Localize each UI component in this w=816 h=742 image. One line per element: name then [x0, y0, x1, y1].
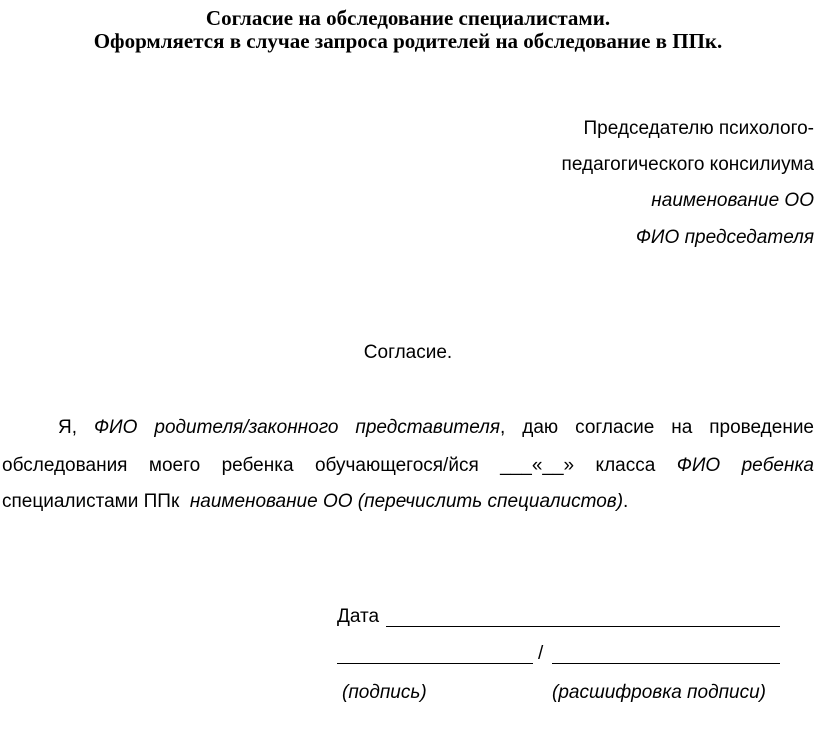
addressee-line1: Председателю психолого-	[583, 118, 814, 139]
body-period: .	[623, 491, 629, 512]
body-class-word: класса	[595, 455, 656, 476]
document-title-line2: Оформляется в случае запроса родителей на обследование в ППк.	[93, 29, 723, 53]
signature-line	[337, 663, 533, 664]
signature-caption: (подпись)	[342, 682, 427, 703]
decoding-line	[552, 663, 780, 664]
body-grade-blank: ___«__»	[500, 455, 575, 476]
body-parent-name: ФИО родителя/законного представителя	[93, 417, 501, 438]
date-label: Дата	[337, 606, 380, 627]
body-consent-text: , даю согласие на проведение	[500, 417, 814, 438]
body-line1	[2, 415, 814, 441]
date-line	[386, 626, 780, 627]
body-child-name: ФИО ребенка	[676, 455, 814, 476]
body-line3-text: специалистами ППк	[2, 491, 180, 512]
signature-separator: /	[538, 643, 544, 664]
body-line2-text: обследования моего ребенка обучающегося/йся	[2, 455, 479, 476]
addressee-line2: педагогического консилиума	[561, 154, 814, 175]
consent-heading: Согласие.	[363, 342, 453, 363]
addressee-chair-name: ФИО председателя	[635, 227, 814, 248]
decoding-caption: (расшифровка подписи)	[552, 682, 766, 703]
addressee-org-name: наименование ОО	[651, 190, 814, 211]
body-line2	[2, 453, 814, 479]
document-title-line1: Согласие на обследование специалистами.	[205, 6, 611, 30]
body-specialists: наименование ОО (перечислить специалистов)	[189, 491, 624, 512]
body-i-text: Я,	[58, 417, 77, 438]
body-line3	[2, 489, 628, 515]
